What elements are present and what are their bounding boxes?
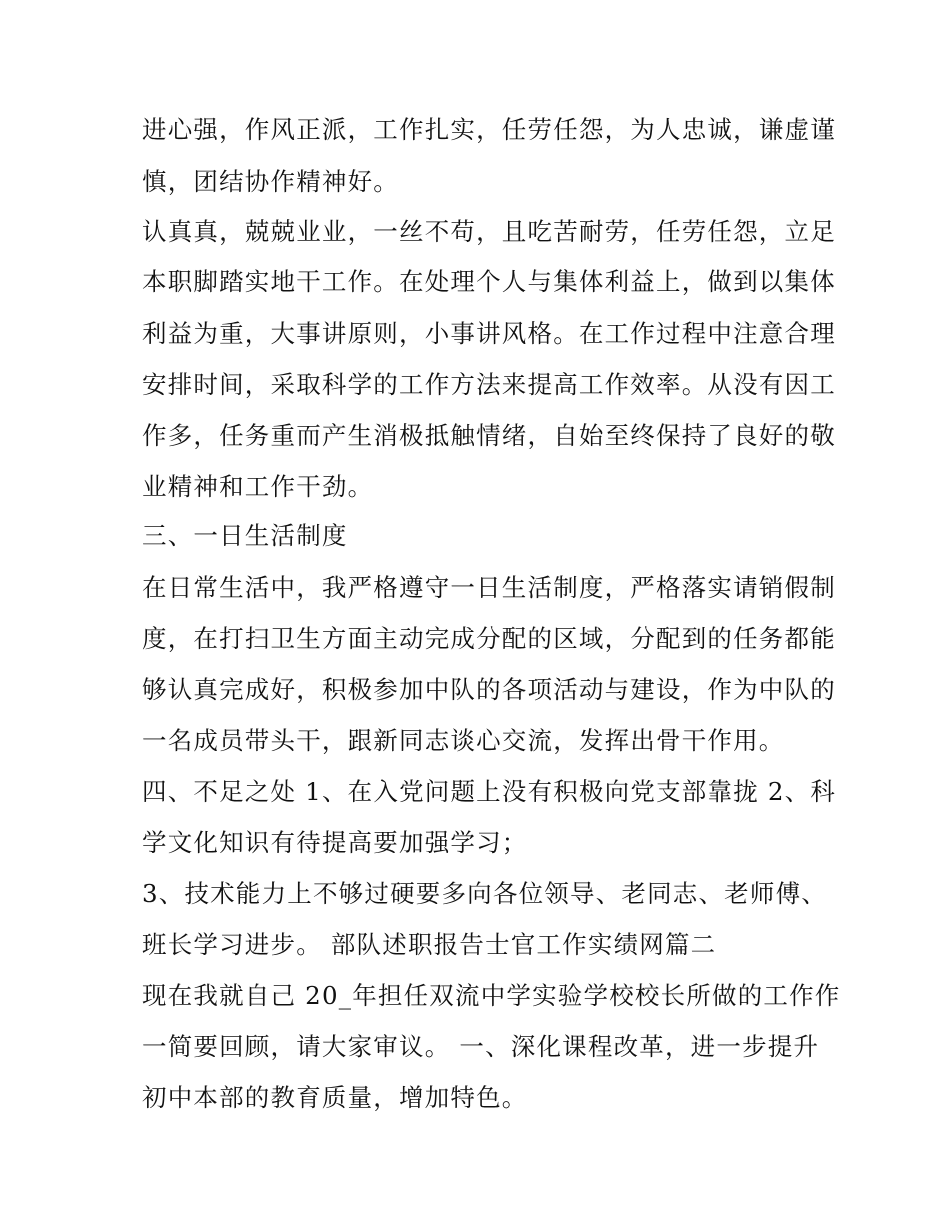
text-line: 作多，任务重而产生消极抵触情绪，自始至终保持了良好的敬 [142, 421, 836, 450]
text-line: 进心强，作风正派，工作扎实，任劳任怨，为人忠诚，谦虚谨 [142, 115, 836, 144]
text-line: 本职脚踏实地干工作。在处理个人与集体利益上，做到以集体 [142, 267, 836, 296]
text-line: 一名成员带头干，跟新同志谈心交流，发挥出骨干作用。 [142, 726, 785, 755]
text-line: 3、技术能力上不够过硬要多向各位领导、老同志、老师傅、 [142, 879, 827, 908]
text-line: 度，在打扫卫生方面主动完成分配的区域，分配到的任务都能 [142, 624, 836, 653]
text-line: 学文化知识有待提高要加强学习； [142, 828, 528, 857]
text-line: 现在我就自己 20_年担任双流中学实验学校校长所做的工作作 [142, 981, 841, 1010]
text-line: 业精神和工作干劲。 [142, 472, 374, 501]
text-line: 安排时间，采取科学的工作方法来提高工作效率。从没有因工 [142, 370, 836, 399]
text-line: 班长学习进步。 部队述职报告士官工作实绩网篇二 [142, 930, 717, 959]
text-line: 在日常生活中，我严格遵守一日生活制度，严格落实请销假制 [142, 573, 836, 602]
text-line: 一简要回顾，请大家审议。 一、深化课程改革，进一步提升 [142, 1032, 820, 1061]
text-line: 初中本部的教育质量，增加特色。 [142, 1083, 528, 1112]
text-line: 四、不足之处 1、在入党问题上没有积极向党支部靠拢 2、科 [142, 777, 837, 806]
section-heading: 三、一日生活制度 [142, 521, 348, 550]
text-line: 够认真完成好，积极参加中队的各项活动与建设，作为中队的 [142, 675, 836, 704]
text-line: 利益为重，大事讲原则，小事讲风格。在工作过程中注意合理 [142, 319, 836, 348]
text-line: 慎，团结协作精神好。 [142, 167, 399, 196]
text-line: 认真真，兢兢业业，一丝不苟，且吃苦耐劳，任劳任怨，立足 [142, 217, 836, 246]
